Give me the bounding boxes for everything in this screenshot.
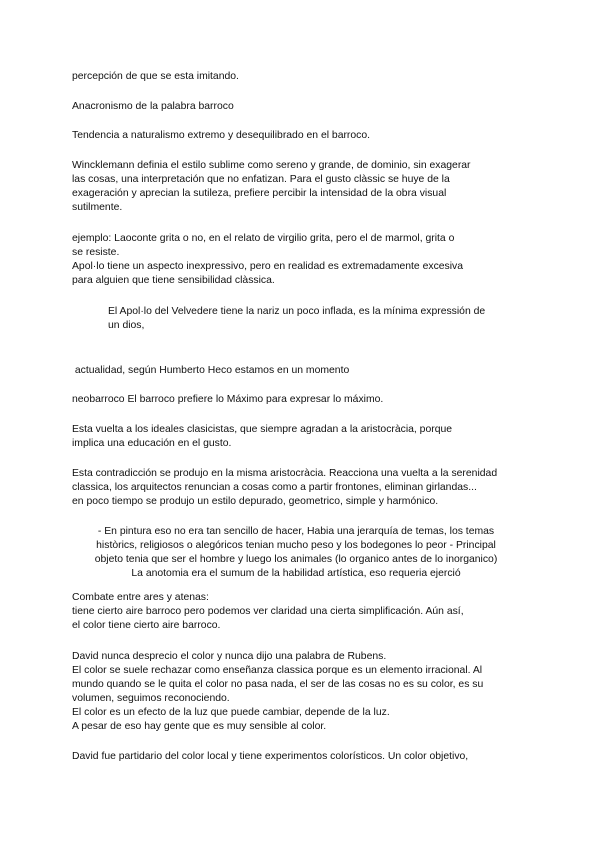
text-line: històrics, religiosos o alegóricos tenian mucho peso y los bodegones lo peor - Principal: [96, 540, 496, 551]
paragraph: [72, 100, 234, 114]
text-line: actualidad, según Humberto Heco estamos en un momento: [72, 365, 350, 376]
text-line: percepción de que se esta imitando.: [72, 71, 239, 82]
text-line: classica, los arquitectos renuncian a cosas como a partir frontones, eliminan girlandas...: [72, 482, 477, 493]
text-line: exageración y aprecian la sutileza, prefiere percibir la intensidad de la obra visual: [72, 188, 447, 199]
text-line: Apol·lo tiene un aspecto inexpressivo, pero en realidad es extremadamente excesiva: [72, 261, 464, 272]
text-line: objeto tenia que ser el hombre y luego los animales (lo organico antes de lo inorganico): [94, 554, 498, 565]
text-line: El Apol·lo del Velvedere tiene la nariz un poco inflada, es la mínima expressión de: [108, 306, 486, 317]
paragraph: [72, 591, 464, 633]
text-line: neobarroco El barroco prefiere lo Máximo para expresar lo máximo.: [72, 394, 384, 405]
text-line: sutilmente.: [72, 202, 123, 213]
paragraph: [72, 159, 471, 215]
text-line: las cosas, una interpretación que no enfatizan. Para el gusto clàssic se huye de la: [72, 174, 450, 185]
text-line: volumen, seguimos reconociendo.: [72, 693, 230, 704]
paragraph: [72, 70, 239, 84]
text-line: se resiste.: [72, 247, 120, 258]
paragraph: [72, 423, 452, 451]
text-line: - En pintura eso no era tan sencillo de hacer, Habia una jerarquía de temas, los temas: [97, 526, 495, 537]
paragraph: [72, 232, 463, 288]
text-line: Tendencia a naturalismo extremo y desequilibrado en el barroco.: [72, 130, 371, 141]
paragraph: [72, 467, 497, 509]
text-line: implica una educación en el gusto.: [72, 438, 232, 449]
text-line: David nunca desprecio el color y nunca dijo una palabra de Rubens.: [72, 651, 387, 662]
indented-quote: [108, 305, 485, 333]
paragraph: [72, 393, 383, 407]
paragraph: [72, 650, 483, 734]
text-line: El color se suele rechazar como enseñanza classica porque es un elemento irracional. Al: [72, 665, 483, 676]
text-line: tiene cierto aire barroco pero podemos ver claridad una cierta simplificación. Aún así,: [72, 606, 464, 617]
paragraph: [72, 364, 349, 378]
text-line: en poco tiempo se produjo un estilo depurado, geometrico, simple y harmónico.: [72, 496, 439, 507]
text-line: Esta vuelta a los ideales clasicistas, que siempre agradan a la aristocràcia, porque: [72, 424, 453, 435]
text-line: Esta contradicción se produjo en la misma aristocràcia. Reacciona una vuelta a la serenidad: [72, 468, 498, 479]
text-line: La anotomia era el sumum de la habilidad artística, eso requeria ejerció: [131, 568, 461, 579]
text-line: mundo quando se le quita el color no pasa nada, el ser de las cosas no es su color, es su: [72, 679, 484, 690]
text-line: un dios,: [108, 320, 145, 331]
text-line: el color tiene cierto aire barroco.: [72, 620, 221, 631]
text-line: A pesar de eso hay gente que es muy sensible al color.: [72, 721, 327, 732]
text-line: Wincklemann definia el estilo sublime como sereno y grande, de dominio, sin exagerar: [72, 160, 471, 171]
text-line: David fue partidario del color local y tiene experimentos colorísticos. Un color objetivo,: [72, 751, 469, 762]
centered-note: [72, 525, 520, 581]
text-line: ejemplo: Laoconte grita o no, en el relato de virgilio grita, pero el de marmol, grita o: [72, 233, 455, 244]
text-line: Anacronismo de la palabra barroco: [72, 101, 234, 112]
text-line: Combate entre ares y atenas:: [72, 592, 209, 603]
paragraph: [72, 129, 370, 143]
paragraph: [72, 750, 468, 764]
text-line: para alguien que tiene sensibilidad clàssica.: [72, 275, 275, 286]
text-line: El color es un efecto de la luz que puede cambiar, depende de la luz.: [72, 707, 390, 718]
